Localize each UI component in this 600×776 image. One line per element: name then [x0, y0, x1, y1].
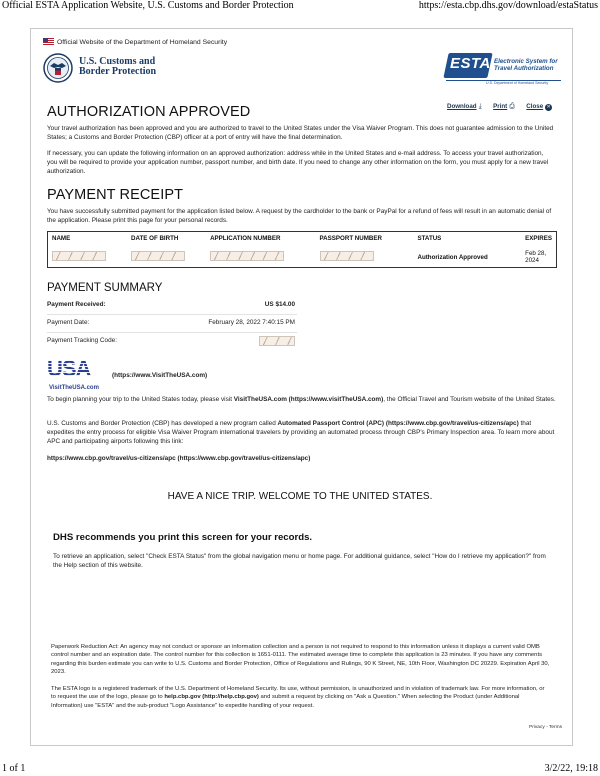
- download-link[interactable]: Download: [447, 103, 477, 110]
- esta-tagline1: Electronic System for: [494, 58, 558, 65]
- footer-separator: -: [546, 725, 548, 730]
- col-expires: EXPIRES: [525, 235, 552, 242]
- received-value: US $14.00: [264, 301, 295, 308]
- cell-status: Authorization Approved: [417, 253, 488, 261]
- summary-row-date: [47, 318, 297, 333]
- received-label: Payment Received:: [47, 301, 106, 308]
- download-icon: ⤓: [478, 103, 482, 110]
- approval-title: AUTHORIZATION APPROVED: [47, 104, 251, 120]
- close-icon: ✕: [546, 104, 551, 110]
- privacy-link[interactable]: Privacy: [529, 725, 545, 730]
- footer-links: [529, 725, 562, 730]
- cbp-line2: Border Protection: [79, 66, 157, 77]
- esta-dhs-text: U.S. Department of Homeland Security: [486, 81, 549, 85]
- official-site-banner: [43, 38, 227, 46]
- table-header-row: [48, 232, 556, 246]
- visit-link-inline[interactable]: VisitTheUSA.com (https://www.visitTheUSA.com): [233, 396, 384, 403]
- apc-text-pre: U.S. Customs and Border Protection (CBP) has developed a new program called: [47, 420, 278, 427]
- print-datetime: 3/2/22, 19:18: [544, 763, 598, 774]
- summary-title: PAYMENT SUMMARY: [47, 282, 163, 294]
- tracking-label: Payment Tracking Code:: [47, 337, 117, 344]
- redacted-app-number: [210, 251, 284, 261]
- col-name: NAME: [52, 235, 71, 242]
- trademark-notice: [51, 685, 551, 710]
- close-link[interactable]: Close: [526, 103, 544, 110]
- approval-paragraph-1: Your travel authorization has been approved and you are authorized to travel to the United States under the Visa Waiver Program. This does not guarantee admission to the United States; a Customs and Border Protection (CBP) officer at a port of entry will have the final determination.: [47, 125, 554, 141]
- esta-logo[interactable]: [446, 50, 561, 84]
- dhs-title: DHS recommends you print this screen for your records.: [53, 532, 313, 543]
- visit-text-pre: To begin planning your trip to the United States today, please visit: [47, 396, 234, 403]
- welcome-banner: HAVE A NICE TRIP. WELCOME TO THE UNITED STATES.: [167, 491, 433, 502]
- trademark-text-post: and submit a request by clicking on "Ask a Question." When selecting the Product (under Additional Information) use "ESTA" and the sub-product "Logo Assistance" to expedite handling of your request.: [51, 694, 520, 709]
- col-status: STATUS: [417, 235, 442, 242]
- redacted-name: [52, 251, 106, 261]
- date-label: Payment Date:: [47, 319, 90, 326]
- apc-link-inline[interactable]: Automated Passport Control (APC) (https://www.cbp.gov/travel/us-citizens/apc): [277, 420, 519, 427]
- date-value: February 28, 2022 7:40:15 PM: [208, 319, 295, 326]
- cell-expires: Feb 28, 2024: [525, 250, 547, 264]
- apc-text-post: that expedites the entry process for eligible Visa Waiver Program international travelers by providing an automated process through CBP's Primary Inspection area. To learn more about APC and participating airports following this link:: [47, 420, 555, 445]
- print-page-title: Official ESTA Application Website, U.S. Customs and Border Protection: [2, 0, 294, 11]
- action-links: [447, 95, 552, 113]
- us-flag-icon: [43, 38, 54, 45]
- col-passport: PASSPORT NUMBER: [319, 235, 382, 242]
- visit-usa-link[interactable]: (https://www.VisitTheUSA.com): [112, 372, 208, 379]
- cell-name: [48, 246, 127, 267]
- cell-passport: [316, 246, 414, 267]
- esta-logo-word: ESTA: [450, 55, 491, 72]
- paperwork-reduction-act: Paperwork Reduction Act: An agency may not conduct or sponsor an information collection and a person is not required to respond to this information unless it displays a current valid OMB control number and an expiration date. The control number for this collection is 1651-0111. The estimated average time to complete this application is 23 minutes. If you have any comments regarding this burden estimate you can write to U.S. Customs and Border Protection, Office of Regulations and Rulings, 90 K Street, NE, 10th Floor, Washington DC 20229. Expiration April 30, 2023.: [51, 644, 550, 675]
- visit-usa-logo[interactable]: [47, 356, 111, 394]
- print-link[interactable]: Print: [493, 103, 508, 110]
- summary-row-received: [47, 300, 297, 315]
- visit-text-post: , the Official Travel and Tourism website of the United States.: [383, 396, 556, 403]
- approval-paragraph-2: If necessary, you can update the following information on an approved authorization: address while in the United States and e-mail address. To access your travel authorization, you will be required to provide your application number, passport number, and birth date. If you need to change any other information on the form, you must apply for a new travel authorization.: [47, 150, 549, 175]
- receipt-paragraph: You have successfully submitted payment for the application listed below. A request by the cardholder to the bank or PayPal for a refund of fees will result in an automatic denial of the application. Please print this page for your personal records.: [47, 208, 552, 224]
- dhs-seal-icon: [43, 53, 73, 83]
- apc-paragraph: [47, 419, 557, 446]
- col-dob: DATE OF BIRTH: [131, 235, 179, 242]
- visit-paragraph: [47, 395, 557, 404]
- help-cbp-link[interactable]: help.cbp.gov (http://help.cbp.gov): [164, 694, 259, 701]
- trademark-text-pre: The ESTA logo is a registered trademark of the U.S. Department of Homeland Security. Its use, without permission, is unauthorized and in violation of trademark law. For more information, or to request the use of the logo, please go to: [51, 686, 545, 701]
- usa-logo-graphic: USA: [47, 356, 111, 384]
- redacted-tracking: [259, 336, 295, 346]
- cell-app-number: [206, 246, 315, 267]
- col-app-number: APPLICATION NUMBER: [210, 235, 281, 242]
- esta-tagline2: Travel Authorization: [494, 65, 554, 73]
- printer-icon: ⎙: [509, 103, 515, 110]
- summary-row-tracking: [47, 336, 297, 348]
- application-table: [47, 231, 557, 268]
- visit-usa-caption: VisitTheUSA.com: [49, 385, 99, 391]
- print-url: https://esta.cbp.dhs.gov/download/estaStatus: [418, 0, 598, 11]
- cell-dob: [127, 246, 206, 267]
- official-site-text: Official Website of the Department of Homeland Security: [57, 39, 228, 46]
- redacted-passport: [320, 251, 374, 261]
- print-page-count: 1 of 1: [2, 763, 26, 774]
- receipt-title: PAYMENT RECEIPT: [47, 187, 184, 203]
- cbp-line1: U.S. Customs and: [79, 56, 156, 67]
- apc-link[interactable]: https://www.cbp.gov/travel/us-citizens/apc (https://www.cbp.gov/travel/us-citizens/apc): [47, 455, 311, 462]
- terms-link[interactable]: Terms: [548, 725, 562, 730]
- redacted-dob: [131, 251, 185, 261]
- dhs-paragraph: To retrieve an application, select "Check ESTA Status" from the global navigation menu or home page. For additional guidance, select "How do I retrieve my application?" from the Help section of this website.: [53, 553, 546, 569]
- cbp-logo[interactable]: [43, 52, 173, 86]
- table-row: [48, 246, 556, 267]
